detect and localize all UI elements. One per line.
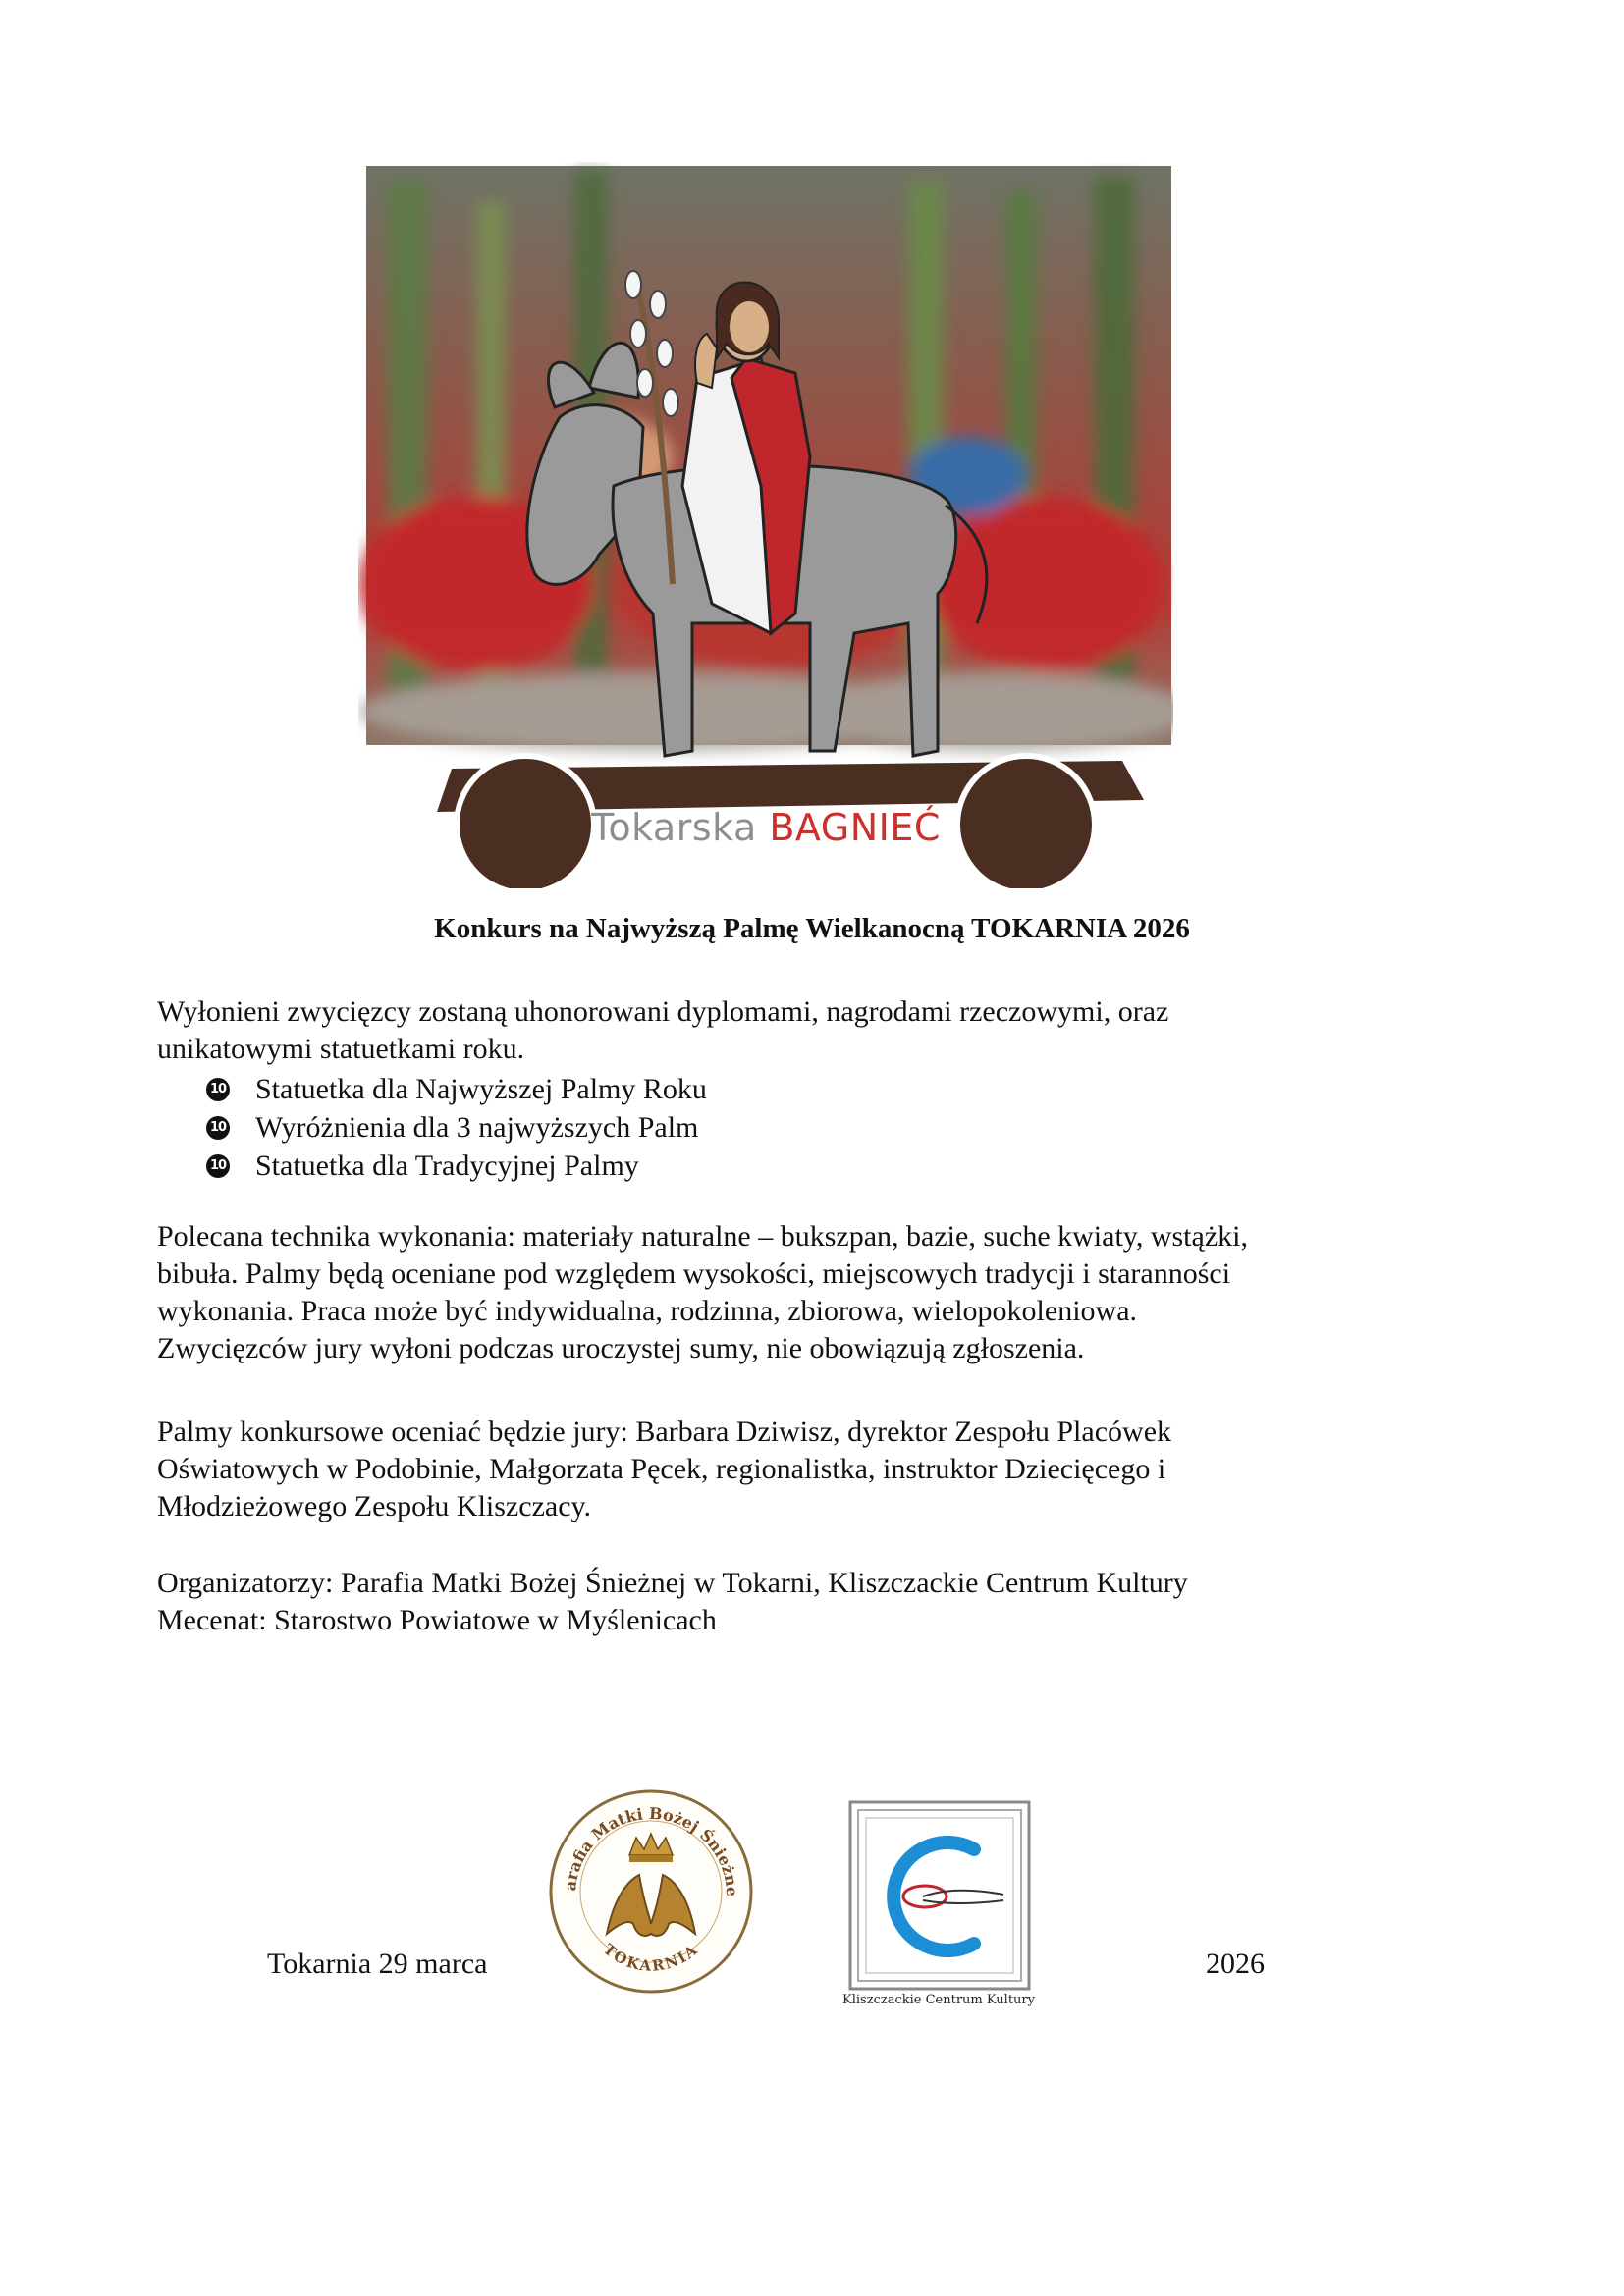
hero-caption-part2: BAGNIEĆ	[769, 806, 941, 849]
footer-year: 2026	[1206, 1948, 1265, 1980]
kck-logo-icon	[846, 1798, 1033, 1995]
organizers-line: Organizatorzy: Parafia Matki Bożej Śnieżnej w Tokarni, Kliszczackie Centrum Kultury	[157, 1567, 1188, 1599]
jury-line: Oświatowych w Podobinie, Małgorzata Pęcek, regionalistka, instruktor Dziecięcego i	[157, 1453, 1166, 1485]
place-date: Tokarnia 29 marca	[267, 1948, 488, 1980]
kck-caption: Kliszczackie Centrum Kultury	[842, 1993, 1035, 2007]
kck-logo	[846, 1798, 1033, 2004]
list-item	[206, 1108, 707, 1147]
parish-ring-top: Parafia Matki Bożej Śnieżne	[560, 1803, 742, 1897]
donkey-cart-illustration-icon	[358, 162, 1173, 888]
awards-list	[206, 1070, 707, 1185]
jury-line: Młodzieżowego Zespołu Kliszczacy.	[157, 1490, 592, 1522]
parish-ring-bottom: TOKARNIA	[599, 1940, 703, 1975]
parish-seal-icon	[546, 1787, 756, 1997]
hero-caption-part1: Tokarska	[591, 806, 770, 849]
intro-paragraph	[157, 993, 1473, 1068]
patron-line: Mecenat: Starostwo Powiatowe w Myślenicach	[157, 1604, 717, 1636]
award-label: Wyróżnienia dla 3 najwyższych Palm	[255, 1111, 699, 1144]
list-item	[206, 1147, 707, 1185]
technique-line: Polecana technika wykonania: materiały naturalne – bukszpan, bazie, suche kwiaty, wstążki,	[157, 1220, 1248, 1253]
hero-illustration	[358, 162, 1173, 888]
intro-line-1: Wyłonieni zwycięzcy zostaną uhonorowani dyplomami, nagrodami rzeczowymi, oraz	[157, 995, 1169, 1028]
numbered-bullet-icon: 10	[206, 1154, 230, 1178]
jury-paragraph	[157, 1414, 1473, 1525]
intro-line-2: unikatowymi statuetkami roku.	[157, 1033, 525, 1065]
jury-line: Palmy konkursowe oceniać będzie jury: Barbara Dziwisz, dyrektor Zespołu Placówek	[157, 1415, 1172, 1448]
list-item	[206, 1070, 707, 1108]
numbered-bullet-icon: 10	[206, 1116, 230, 1140]
award-label: Statuetka dla Najwyższej Palmy Roku	[255, 1073, 707, 1105]
parish-logo	[546, 1787, 756, 1997]
award-label: Statuetka dla Tradycyjnej Palmy	[255, 1149, 639, 1182]
hero-caption	[358, 806, 1173, 849]
technique-line: wykonania. Praca może być indywidualna, rodzinna, zbiorowa, wielopokoleniowa.	[157, 1295, 1138, 1327]
document-title: Konkurs na Najwyższą Palmę Wielkanocną TOKARNIA 2026	[434, 913, 1190, 944]
technique-paragraph	[157, 1218, 1473, 1367]
organizers-paragraph	[157, 1565, 1473, 1639]
technique-line: bibuła. Palmy będą oceniane pod względem wysokości, miejscowych tradycji i staranności	[157, 1257, 1231, 1290]
numbered-bullet-icon: 10	[206, 1078, 230, 1101]
technique-line: Zwycięzców jury wyłoni podczas uroczystej sumy, nie obowiązują zgłoszenia.	[157, 1332, 1085, 1364]
